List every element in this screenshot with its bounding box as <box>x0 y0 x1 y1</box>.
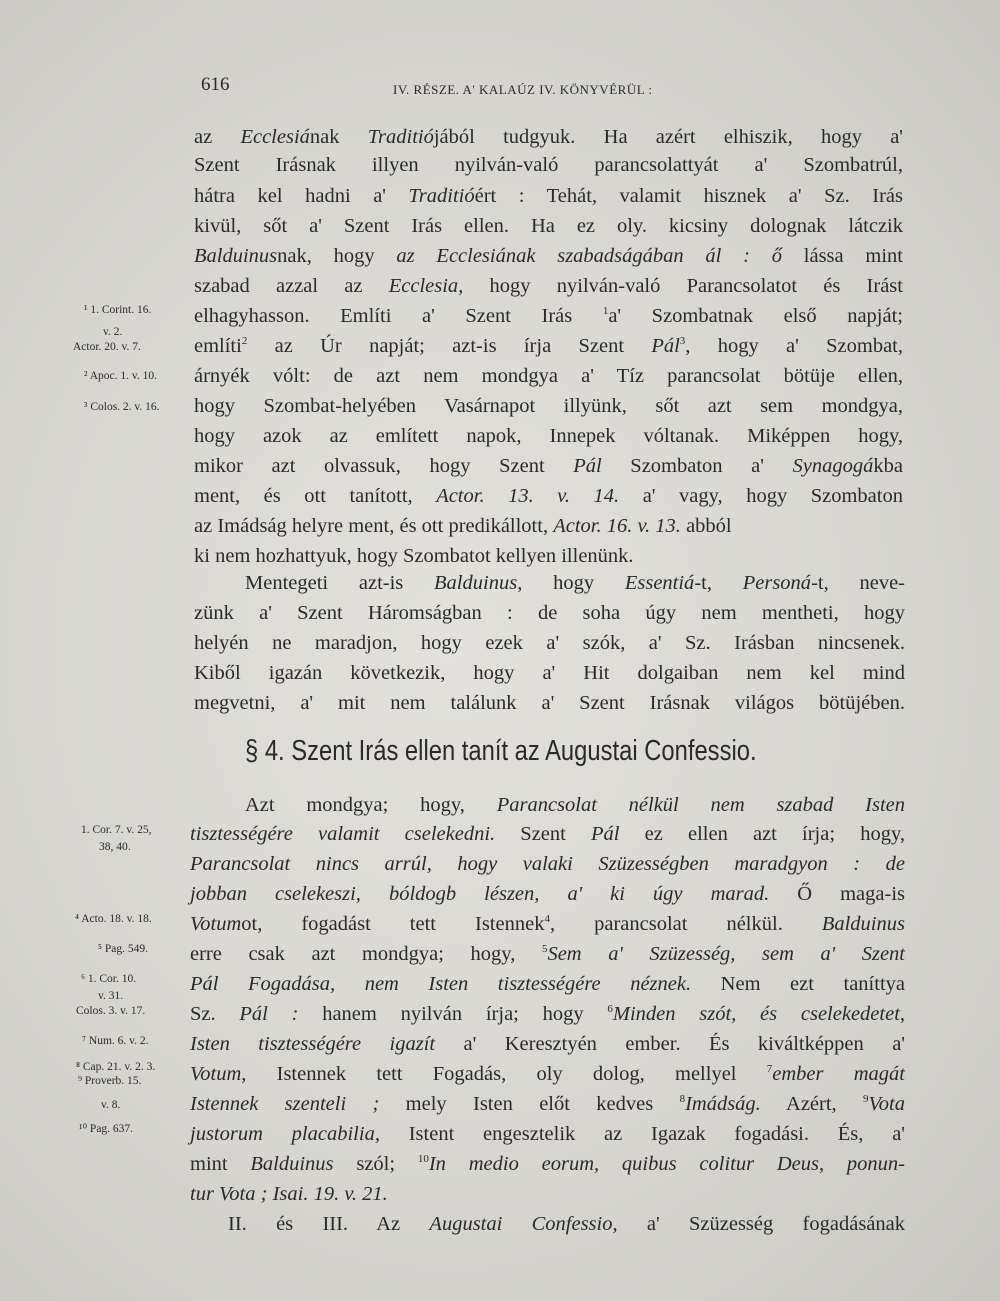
text-line <box>194 334 903 358</box>
text-run: nak, hogy <box>277 245 397 267</box>
italic-run: Pál Fogadása, nem Isten tisztességére néznek. <box>190 973 692 995</box>
text-run: hogy Szombat-helyében Vasárnapot illyünk, sőt azt sem mondgya, <box>194 395 903 417</box>
italic-run: Actor. 13. v. 14. <box>436 485 620 507</box>
text-line <box>194 454 903 478</box>
italic-run: jobban cselekeszi, bóldogb lészen, a' ki úgy marad. <box>190 883 770 905</box>
italic-run: tur Vota ; Isai. 19. v. 21. <box>190 1183 388 1205</box>
italic-run: Traditió <box>367 126 434 148</box>
italic-run: Balduinus <box>194 245 278 267</box>
text-run: mint <box>190 1153 251 1175</box>
margin-note: ⁷ Num. 6. v. 2. <box>82 1035 149 1047</box>
text-run: Nem ezt taníttya <box>691 973 905 995</box>
footnote-marker: 4 <box>544 913 550 926</box>
text-run: Kiből igazán következik, hogy a' Hit dolgaiban nem kel mind <box>194 662 905 684</box>
text-line <box>190 1152 905 1176</box>
italic-run: justorum placabilia, <box>190 1123 380 1145</box>
italic-run: Votum <box>190 1063 242 1085</box>
footnote-marker: 1 <box>602 305 609 318</box>
margin-note: ⁴ Acto. 18. v. 18. <box>75 913 152 925</box>
text-line <box>190 1032 905 1056</box>
margin-note: ⁸ Cap. 21. v. 2. 3. <box>76 1061 156 1073</box>
margin-note: ⁶ 1. Cor. 10. <box>81 973 137 985</box>
italic-run: Essentiá <box>624 572 695 594</box>
text-line <box>194 484 903 508</box>
text-line <box>190 972 905 996</box>
footnote-marker: 6 <box>607 1003 613 1016</box>
text-run: -t, neve- <box>811 572 905 594</box>
text-line <box>194 544 903 568</box>
italic-run: Pál <box>591 823 620 845</box>
text-run: árnyék vólt: de azt nem mondgya a' Tíz parancsolat bötüje ellen, <box>194 365 903 387</box>
italic-run: In medio eorum, quibus colitur Deus, ponun- <box>428 1153 905 1175</box>
text-line <box>194 153 903 177</box>
text-line <box>194 304 903 328</box>
page-number: 616 <box>201 74 230 95</box>
italic-run: Augustai Confessio, <box>429 1213 618 1235</box>
text-run: jából tudgyuk. Ha azért elhiszik, hogy a' <box>433 126 903 148</box>
footnote-marker: 10 <box>417 1153 429 1166</box>
text-line <box>194 631 905 655</box>
margin-note: ¹ 1. Corint. 16. <box>84 304 152 316</box>
text-run: Istent engesztelik az Igazak fogadási. És, a' <box>379 1123 905 1145</box>
italic-run: ember magát <box>772 1063 905 1085</box>
text-run: , hogy <box>517 572 625 594</box>
text-run: Szombaton a' <box>601 455 793 477</box>
text-line <box>194 244 903 268</box>
margin-note: ⁹ Proverb. 15. <box>78 1075 142 1087</box>
text-run: mely Isten előt kedves <box>379 1093 680 1115</box>
text-line <box>190 942 905 966</box>
text-run: , hogy a' Szombat, <box>685 335 903 357</box>
text-run: mikor azt olvassuk, hogy Szent <box>194 455 574 477</box>
text-line <box>190 912 905 936</box>
margin-note: v. 31. <box>98 990 124 1002</box>
footnote-marker: 2 <box>241 335 248 348</box>
italic-run: Actor. 16. v. 13. <box>553 515 681 537</box>
text-line <box>245 571 905 595</box>
text-line <box>194 514 903 538</box>
margin-note: Colos. 3. v. 17. <box>76 1005 146 1017</box>
text-run: erre csak azt mondgya; hogy, <box>190 943 542 965</box>
text-run: az Imádság helyre ment, és ott predikállott, <box>194 515 554 537</box>
text-line <box>190 1062 905 1086</box>
text-run: helyén ne maradjon, hogy ezek a' szók, a' Sz. Irásban nincsenek. <box>194 632 905 654</box>
text-line <box>190 822 905 846</box>
text-run: szól; <box>333 1153 418 1175</box>
text-line <box>190 1122 905 1146</box>
text-run: , Istennek tett Fogadás, oly dolog, mellyel <box>241 1063 767 1085</box>
text-line <box>194 424 903 448</box>
italic-run: Pál : <box>239 1003 299 1025</box>
text-run: lássa mint <box>782 245 903 267</box>
italic-run: Minden szót, és cselekedetet, <box>612 1003 906 1025</box>
text-run: , parancsolat nélkül. <box>549 913 822 935</box>
text-run: ért : Tehát, valamit hisznek a' Sz. Irás <box>474 185 903 207</box>
italic-run: Vota <box>868 1093 905 1115</box>
italic-run: Traditió <box>408 185 475 207</box>
text-line <box>194 184 903 208</box>
text-run: kba <box>873 455 903 477</box>
italic-run: Imádság. <box>685 1093 761 1115</box>
text-line <box>190 1002 905 1026</box>
footnote-marker: 9 <box>863 1093 869 1106</box>
italic-run: Ecclesia <box>388 275 459 297</box>
text-line <box>194 661 905 685</box>
text-line <box>194 214 903 238</box>
text-run: ment, és ott tanított, <box>194 485 437 507</box>
text-line <box>194 691 905 715</box>
italic-run: Balduinus <box>821 913 905 935</box>
footnote-marker: 7 <box>766 1063 773 1076</box>
text-run: említi <box>194 335 242 357</box>
italic-run: Sem a' Szüzesség, sem a' Szent <box>547 943 905 965</box>
text-run: -t, <box>694 572 743 594</box>
text-line <box>194 274 903 298</box>
text-run: II. és III. Az <box>228 1213 430 1235</box>
italic-run: az Ecclesiának szabadságában ál : ő <box>396 245 782 267</box>
italic-run: Synagogá <box>792 455 874 477</box>
text-run: szabad azzal az <box>194 275 389 297</box>
italic-run: Balduinus <box>250 1153 334 1175</box>
margin-note: ¹⁰ Pag. 637. <box>79 1123 134 1135</box>
text-run: ez ellen azt írja; hogy, <box>619 823 905 845</box>
text-line <box>194 394 903 418</box>
text-run: Azt mondgya; hogy, <box>245 794 497 816</box>
italic-run: tisztességére valamit cselekedni. <box>190 823 496 845</box>
text-run: elhagyhasson. Említi a' Szent Irás <box>194 305 603 327</box>
text-run: az <box>194 126 241 148</box>
text-run: ot, fogadást tett Istennek <box>241 913 545 935</box>
text-run: a' Keresztyén ember. És kiváltképpen a' <box>435 1033 905 1055</box>
text-run: a' vagy, hogy Szombaton <box>619 485 903 507</box>
margin-note: 38, 40. <box>99 841 131 853</box>
footnote-marker: 3 <box>679 335 686 348</box>
italic-run: Personá <box>742 572 812 594</box>
italic-run: Votum <box>190 913 242 935</box>
text-line <box>190 852 905 876</box>
margin-note: v. 2. <box>103 326 123 338</box>
text-run: abból <box>680 515 732 537</box>
text-run: Szent <box>495 823 592 845</box>
text-line <box>245 793 905 817</box>
italic-run: Isten tisztességére igazít <box>190 1033 436 1055</box>
text-run: , hogy nyilván-való Parancsolatot és Irást <box>458 275 903 297</box>
text-run: megvetni, a' mit nem találunk a' Szent Irásnak világos bötüjében. <box>194 692 905 714</box>
text-line <box>194 601 905 625</box>
italic-run: Parancsolat nélkül nem szabad Isten <box>496 794 906 816</box>
text-line <box>194 125 903 149</box>
text-line <box>190 1092 905 1116</box>
text-line <box>194 364 903 388</box>
text-run: az Úr napját; azt-is írja Szent <box>247 335 652 357</box>
text-run: Szent Irásnak illyen nyilván-való parancsolattyát a' Szombatrúl, <box>194 154 903 176</box>
text-line <box>228 1212 905 1236</box>
text-run: hogy azok az említett napok, Innepek vóltanak. Miképpen hogy, <box>194 425 903 447</box>
text-run: kivül, sőt a' Szent Irás ellen. Ha ez oly. kicsiny dolognak látczik <box>194 215 903 237</box>
text-run: Sz. <box>190 1003 240 1025</box>
margin-note: v. 8. <box>101 1099 121 1111</box>
text-line <box>190 882 905 906</box>
margin-note: ² Apoc. 1. v. 10. <box>84 370 157 382</box>
text-run: ki nem hozhattyuk, hogy Szombatot kellyen illenünk. <box>194 545 634 567</box>
text-run: Mentegeti azt-is <box>245 572 435 594</box>
margin-note: 1. Cor. 7. v. 25, <box>81 824 152 836</box>
margin-note: ³ Colos. 2. v. 16. <box>84 401 160 413</box>
italic-run: Pál <box>573 455 602 477</box>
text-run: zünk a' Szent Háromságban : de soha úgy nem mentheti, hogy <box>194 602 905 624</box>
footnote-marker: 8 <box>679 1093 686 1106</box>
text-line <box>190 1182 490 1206</box>
italic-run: Balduinus <box>434 572 518 594</box>
italic-run: Parancsolat nincs arrúl, hogy valaki Szüzességben maradgyon : de <box>190 853 905 875</box>
text-run: nak <box>309 126 368 148</box>
italic-run: Istennek szenteli ; <box>190 1093 380 1115</box>
text-run: a' Szüzesség fogadásának <box>617 1213 905 1235</box>
text-run: Ő maga-is <box>769 883 905 905</box>
margin-note: ⁵ Pag. 549. <box>98 943 149 955</box>
italic-run: Pál <box>651 335 680 357</box>
text-run: hanem nyilván írja; hogy <box>298 1003 608 1025</box>
italic-run: Ecclesiá <box>240 126 310 148</box>
text-run: Azért, <box>760 1093 864 1115</box>
text-run: hátra kel hadni a' <box>194 185 409 207</box>
running-title: IV. RÉSZE. A' KALAÚZ IV. KÖNYVÉRÜL : <box>393 82 653 97</box>
section-heading: § 4. Szent Irás ellen tanít az Augustai Confessio. <box>245 735 757 767</box>
text-run: a' Szombatnak első napját; <box>608 305 903 327</box>
margin-note: Actor. 20. v. 7. <box>73 341 141 353</box>
footnote-marker: 5 <box>541 943 548 956</box>
